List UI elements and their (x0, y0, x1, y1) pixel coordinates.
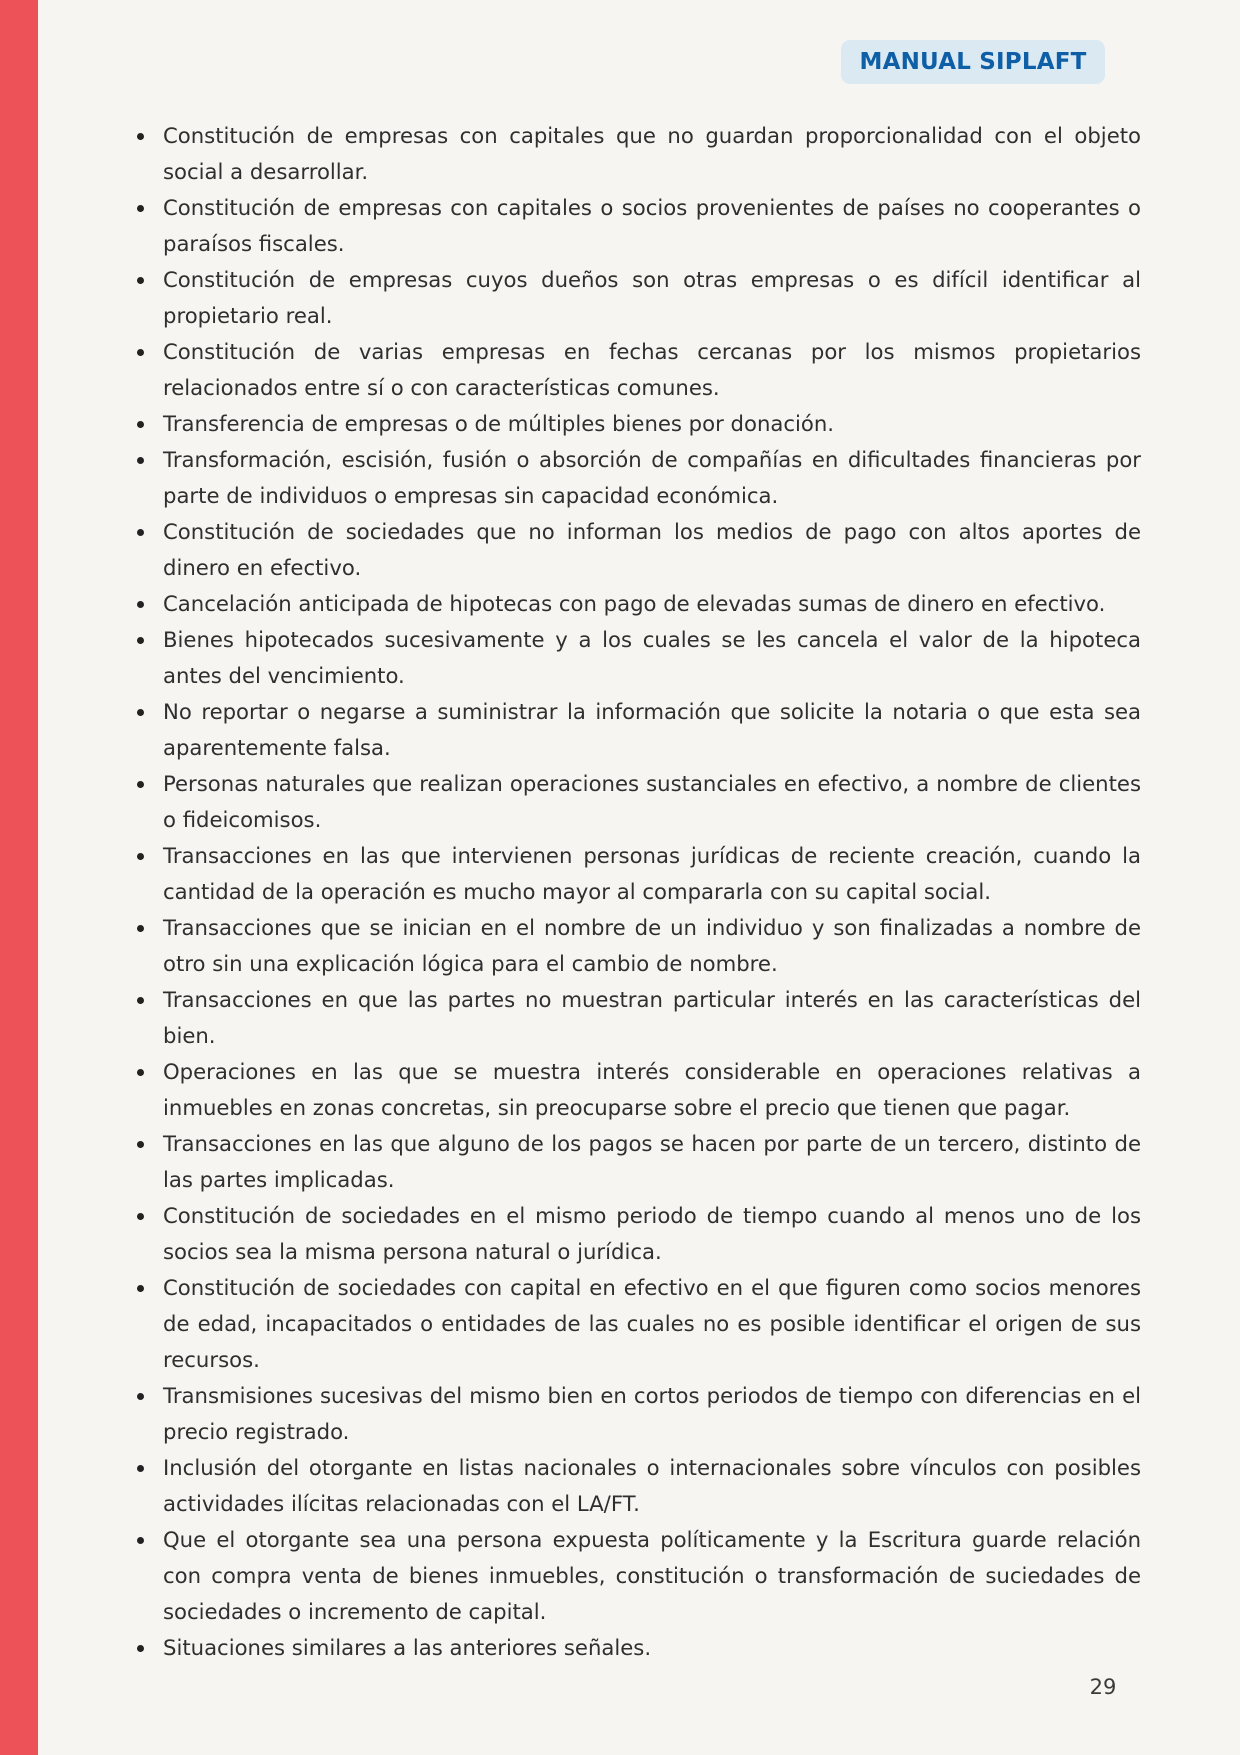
bullet-icon (137, 1465, 144, 1472)
warning-signals-list (125, 118, 1141, 1666)
left-accent-band (0, 0, 38, 1755)
list-item (125, 1054, 1141, 1126)
bullet-icon (137, 457, 144, 464)
list-item (125, 622, 1141, 694)
bullet-icon (137, 781, 144, 788)
list-item-text: Cancelación anticipada de hipotecas con pago de elevadas sumas de dinero en efectivo. (163, 591, 1106, 616)
bullet-icon (137, 601, 144, 608)
list-item-text: Operaciones en las que se muestra interés considerable en operaciones relativas a inmuebles en zonas concretas, sin preocuparse sobre el precio que tienen que pagar. (163, 1059, 1141, 1120)
list-item (125, 766, 1141, 838)
list-item (125, 190, 1141, 262)
bullet-icon (137, 925, 144, 932)
list-item-text: Constitución de empresas cuyos dueños son otras empresas o es difícil identificar al propietario real. (163, 267, 1141, 328)
bullet-icon (137, 997, 144, 1004)
list-item (125, 586, 1141, 622)
bullet-icon (137, 133, 144, 140)
list-item (125, 1378, 1141, 1450)
list-item (125, 1630, 1141, 1666)
list-item (125, 1450, 1141, 1522)
list-item (125, 982, 1141, 1054)
bullet-icon (137, 1285, 144, 1292)
list-item (125, 442, 1141, 514)
list-item-text: Transferencia de empresas o de múltiples bienes por donación. (163, 411, 835, 436)
list-item (125, 1126, 1141, 1198)
list-item (125, 1270, 1141, 1378)
list-item-text: Personas naturales que realizan operaciones sustanciales en efectivo, a nombre de clientes o fideicomisos. (163, 771, 1141, 832)
bullet-icon (137, 853, 144, 860)
list-item-text: Transacciones en las que alguno de los pagos se hacen por parte de un tercero, distinto de las partes implicadas. (163, 1131, 1141, 1192)
list-item-text: Que el otorgante sea una persona expuesta políticamente y la Escritura guarde relación con compra venta de bienes inmuebles, constitución o transformación de suciedades de sociedades o incremento de capital. (163, 1527, 1141, 1624)
bullet-icon (137, 1141, 144, 1148)
list-item-text: Constitución de sociedades que no informan los medios de pago con altos aportes de dinero en efectivo. (163, 519, 1141, 580)
list-item (125, 694, 1141, 766)
list-item-text: Bienes hipotecados sucesivamente y a los cuales se les cancela el valor de la hipoteca antes del vencimiento. (163, 627, 1141, 688)
list-item (125, 334, 1141, 406)
bullet-icon (137, 1393, 144, 1400)
list-item-text: Constitución de sociedades con capital en efectivo en el que figuren como socios menores de edad, incapacitados o entidades de las cuales no es posible identificar el origen de sus recursos. (163, 1275, 1141, 1372)
list-item-text: Constitución de varias empresas en fechas cercanas por los mismos propietarios relacionados entre sí o con características comunes. (163, 339, 1141, 400)
list-item-text: Constitución de empresas con capitales o socios provenientes de países no cooperantes o paraísos fiscales. (163, 195, 1141, 256)
list-item (125, 262, 1141, 334)
list-item (125, 910, 1141, 982)
bullet-icon (137, 1645, 144, 1652)
main-content (125, 118, 1141, 1666)
bullet-icon (137, 205, 144, 212)
bullet-icon (137, 349, 144, 356)
list-item-text: No reportar o negarse a suministrar la información que solicite la notaria o que esta sea aparentemente falsa. (163, 699, 1141, 760)
list-item-text: Situaciones similares a las anteriores señales. (163, 1635, 652, 1660)
list-item-text: Transacciones en que las partes no muestran particular interés en las características del bien. (163, 987, 1141, 1048)
manual-header-badge (841, 40, 1105, 84)
bullet-icon (137, 1213, 144, 1220)
list-item-text: Inclusión del otorgante en listas nacionales o internacionales sobre vínculos con posibles actividades ilícitas relacionadas con el LA/FT. (163, 1455, 1141, 1516)
bullet-icon (137, 709, 144, 716)
list-item-text: Transformación, escisión, fusión o absorción de compañías en dificultades financieras por parte de individuos o empresas sin capacidad económica. (163, 447, 1141, 508)
list-item (125, 514, 1141, 586)
bullet-icon (137, 1537, 144, 1544)
list-item-text: Constitución de empresas con capitales que no guardan proporcionalidad con el objeto social a desarrollar. (163, 123, 1141, 184)
bullet-icon (137, 637, 144, 644)
list-item (125, 838, 1141, 910)
page-number: 29 (1089, 1675, 1117, 1699)
bullet-icon (137, 277, 144, 284)
manual-title: MANUAL SIPLAFT (859, 49, 1087, 75)
bullet-icon (137, 1069, 144, 1076)
bullet-icon (137, 529, 144, 536)
list-item-text: Transacciones que se inician en el nombre de un individuo y son finalizadas a nombre de otro sin una explicación lógica para el cambio de nombre. (163, 915, 1141, 976)
list-item (125, 1522, 1141, 1630)
bullet-icon (137, 421, 144, 428)
list-item-text: Transmisiones sucesivas del mismo bien en cortos periodos de tiempo con diferencias en el precio registrado. (163, 1383, 1141, 1444)
list-item-text: Constitución de sociedades en el mismo periodo de tiempo cuando al menos uno de los socios sea la misma persona natural o jurídica. (163, 1203, 1141, 1264)
list-item (125, 118, 1141, 190)
list-item (125, 406, 1141, 442)
list-item (125, 1198, 1141, 1270)
list-item-text: Transacciones en las que intervienen personas jurídicas de reciente creación, cuando la cantidad de la operación es mucho mayor al compararla con su capital social. (163, 843, 1141, 904)
